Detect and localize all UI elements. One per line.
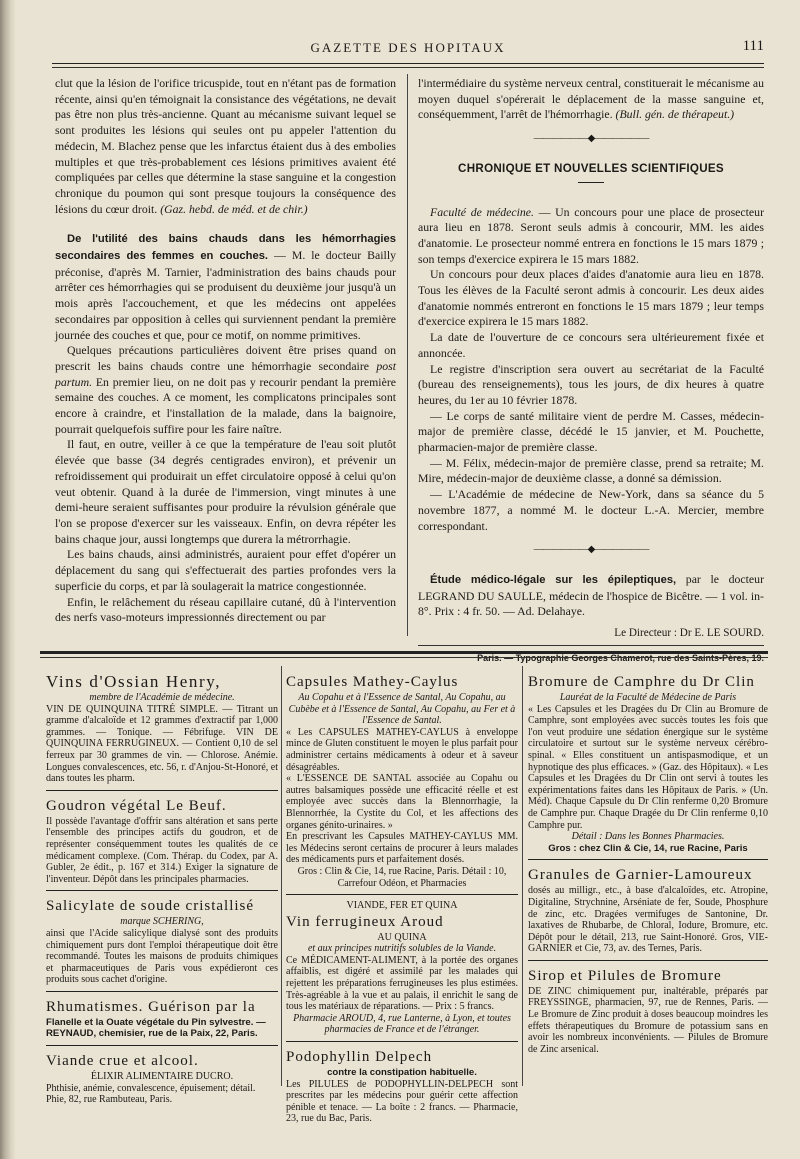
- bath-paragraph: Enfin, le relâchement du réseau capillaire cutané, dû à l'intervention des nerfs vaso-moteurs impressionnés directement ou par: [55, 594, 396, 625]
- ad-separator: [46, 790, 278, 791]
- ad-goudron: Goudron végétal Le Beuf. Il possède l'avantage d'offrir sans altération et sans perte l'ensemble des principes actifs du goudron, et de représenter conséquemment toutes les qualités de ce médicament complexe. (Com. Thérap. du Codex, par A. Gubler, 2e édit., p. 167 et 314.) Exiger la signature de l'inventeur. Dépôt dans les principales pharmacies.: [46, 797, 278, 885]
- news-paragraph: Un concours pour deux places d'aides d'anatomie aura lieu en 1878. Tous les élèves de la Faculté seront admis à concourir. Les deux aides d'anatomie nommés entreront en fonctions le 15 mars 1879 ; leur temps d'exercice expirera le 15 mars 1882.: [418, 267, 764, 329]
- ad-separator: [286, 1041, 518, 1042]
- news-paragraph: Faculté de médecine. — Un concours pour une place de prosecteur aura lieu en 1878. Seront seuls admis à concourir, MM. les aides d'anatomie. Le prosecteur nommé entrera en fonctions le 15 mars 1879 ; son temps d'exercice expirera le 15 mars 1882.: [418, 204, 764, 266]
- column-divider: [407, 74, 408, 636]
- bath-paragraph: Il faut, en outre, veiller à ce que la température de l'eau soit plutôt élevée que basse (34 degrés centigrades environ), et prévenir un refroidissement qui produirait un effet circulatoire opposé à celui qu'on veut obtenir. Quand à la durée de l'immersion, vingt minutes à une demi-heure seraient suffisantes pour produire la révulsion générale que l'on se propose d'exercer sur les vaisseaux. Enfin, on devra répéter les bains chaque jour, aussi longtemps que durera la métrorrhagie.: [55, 437, 396, 546]
- ad-viande-crue: Viande crue et alcool. ÉLIXIR ALIMENTAIRE DUCRO. Phthisie, anémie, convalescence, épuisement; détail. Phie, 82, rue Rambuteau, Paris.: [46, 1051, 278, 1106]
- left-column: [55, 76, 396, 626]
- section-title: CHRONIQUE ET NOUVELLES SCIENTIFIQUES: [458, 161, 724, 175]
- ads-divider: [522, 666, 523, 1086]
- ads-top-rule: [40, 651, 768, 654]
- ornament-divider: ——————◆——————: [533, 544, 649, 556]
- bath-paragraph: Quelques précautions particulières doivent être prises quand on prescrit les bains chauds contre une hémorrhagie secondaire post partum. En premier lieu, on ne doit pas y recourir pendant la première semaine des couches. A ce moment, les complicatons principales sont encore à craindre, et l'installation de la malade, dans la baignoire, pourrait quelquefois suffire pour les faire naître.: [55, 343, 396, 436]
- short-rule: [578, 182, 604, 183]
- ad-title: Goudron végétal Le Beuf.: [46, 797, 227, 814]
- running-title: GAZETTE DES HOPITAUX: [310, 40, 506, 55]
- ad-capsules-mathey: Capsules Mathey-Caylus Au Copahu et à l'Essence de Santal, Au Copahu, au Cubèbe et à l'Essence de Santal, Au Copahu, au Fer et à l'Essence de Santal. « Les CAPSULES MATHEY-CAYLUS à enveloppe mince de Gluten constituent le moyen le plus parfait pour administrer certains médicaments à odeur et à saveur désagréables. « L'ESSENCE DE SANTAL associée au Copahu ou autres balsamiques possède une efficacité réelle et est employée avec succès dans la Blennorrhagie, la Blennorrhée, la Cystite du Col, et les affections des organes génito-urinaires. » En prescrivant les Capsules MATHEY-CAYLUS MM. les Médecins seront certains de procurer à leurs malades des médicaments purs et parfaitement dosés. Gros : Clin & Cie, 14, rue Racine, Paris. Détail : 10, Carrefour Odéon, et Pharmacies: [286, 674, 518, 889]
- page-number: 111: [742, 38, 764, 54]
- page-header: [52, 38, 764, 60]
- news-paragraph: — L'Académie de médecine de New-York, dans sa séance du 5 novembre 1877, a nommé M. le docteur L.-A. Mercier, membre correspondant.: [418, 487, 764, 533]
- ad-salicylate: Salicylate de soude cristallisé marque SCHERING, ainsi que l'Acide salicylique dialysé sont des produits chimiquement purs dont l'emploi thérapeutique doit être recommandé. Toutes les maisons de produits chimiques et pharmaceutiques de Paris vous expédieront ces produits sous cachet d'origine.: [46, 898, 278, 986]
- director-signature: Le Directeur : Dr E. LE SOURD.: [614, 627, 764, 640]
- signature-rule: [418, 645, 764, 646]
- right-column: [418, 76, 764, 667]
- article-continuation: clut que la lésion de l'orifice tricuspide, tout en n'étant pas de formation récente, ainsi qu'en témoignait la consistance des végétations, ne devait pas être non plus très-ancienne. Quant au mécanisme suivant lequel se sont produites les lésions qui seules ont pu appeler l'attention du médecin, M. Blachez pense que les infarctus étaient dus à des embolies multiples et que très-probablement ces lésions primitives avaient été compliquées par celles que détermine la stase sanguine et la congestion chronique du poumon qui sont presque toujours la conséquence des lésions du cœur droit. (Gaz. hebd. de méd. et de chir.): [55, 76, 396, 216]
- page-binding-edge: [0, 0, 16, 1159]
- ad-title: Vins d'Ossian Henry,: [46, 672, 222, 691]
- bath-article-title: De l'utilité des bains chauds dans les hémorrhagies secondaires des femmes en couches.: [55, 233, 396, 263]
- ad-rhumatismes: Rhumatismes. Guérison par la Flanelle et la Ouate végétale du Pin sylvestre. — REYNAUD, chemisier, rue de la Paix, 22, Paris.: [46, 997, 278, 1040]
- ads-column-3: [528, 672, 768, 1055]
- ad-separator: [528, 960, 768, 961]
- ad-title: Salicylate de soude cristallisé: [46, 898, 255, 915]
- ad-title: Vin ferrugineux Aroud: [286, 913, 444, 930]
- ad-sirop-bromure: Sirop et Pilules de Bromure DE ZINC chimiquement pur, inaltérable, préparés par FREYSSINGE, pharmacien, 97, rue de Rennes, Paris. — Le Bromure de Zinc produit à doses beaucoup moindres les effets thérapeutiques du Bromure de potassium sans en avoir les nombreux inconvénients. — Pilules de Bromure de Zinc arsenical.: [528, 967, 768, 1055]
- bath-paragraph: Les bains chauds, ainsi administrés, auraient pour effet d'opérer un déplacement du sang qui s'effectuerait des parties profondes vers la superficie du corps, et par là soulagerait la matrice congestionnée.: [55, 547, 396, 593]
- article-continuation: l'intermédiaire du système nerveux central, constituerait le mécanisme au moyen duquel s'opérerait le déplacement de la masse sanguine et, conséquemment, l'arrêt de l'hémorrhagie. (Bull. gén. de thérapeut.): [418, 76, 764, 122]
- header-rule: [52, 63, 764, 64]
- ad-granules: Granules de Garnier-Lamoureux dosés au milligr., etc., à base d'alcaloïdes, etc. Atropine, Digitaline, Strychnine, Arséniate de fer, Soude, Phosphure de zinc, etc. Dragées vermifuges de Santonine, Dr. laxatives de Rhubarbe, de Chloral, Iodure, Bromure, etc. Dépôt pour le détail, 213, rue Saint-Honoré. Gros, VIE-GARNIER et Cie, 73, av. des Ternes, Paris.: [528, 867, 768, 955]
- book-notice: Étude médico-légale sur les épileptiques, par le docteur LEGRAND DU SAULLE, médecin de l'hospice de Bicêtre. — 1 vol. in-8°. Prix : 4 fr. 50. — Ad. Delahaye.: [418, 571, 764, 619]
- ad-ossian-henry: Vins d'Ossian Henry, membre de l'Académie de médecine. VIN DE QUINQUINA TITRÉ SIMPLE. — Titrant un gramme d'alcaloïde et 12 grammes d'extractif par 1,000 grammes. — Tonique. — Fébrifuge. VIN DE QUINQUINA FERRUGINEUX. — Contient 0,10 de sel ferreux par 30 grammes de vin. — Chlorose. Anémie. Longues convalescences, etc. 56, r. d'Anjou-St-Honoré, et dans toutes les pharm.: [46, 672, 279, 785]
- news-paragraph: La date de l'ouverture de ce concours sera ultérieurement fixée et annoncée.: [418, 330, 764, 360]
- news-paragraph: — M. Félix, médecin-major de première classe, prend sa retraite; M. Mire, médecin-major de deuxième classe, a donné sa démission.: [418, 455, 764, 486]
- header-rule-thin: [52, 67, 764, 68]
- ad-title: Viande crue et alcool.: [46, 1053, 199, 1070]
- ads-column-2: [286, 672, 518, 1125]
- ad-vin-aroud: VIANDE, FER ET QUINA Vin ferrugineux Aroud AU QUINA et aux principes nutritifs solubles de la Viande. Ce MÉDICAMENT-ALIMENT, à la portée des organes affaiblis, est digéré et assimilé par les malades qui rejettent les préparations ferrugineuses les plus estimées. Très-agréable à la vue et au palais, il enrichit le sang de tous les matériaux de réparations. — Prix : 5 francs. Pharmacie AROUD, 4, rue Lanterne, à Lyon, et toutes pharmacies de France et de l'étranger.: [286, 900, 518, 1036]
- ad-separator: [286, 894, 518, 895]
- ad-bromure-camphre: Bromure de Camphre du Dr Clin Lauréat de la Faculté de Médecine de Paris « Les Capsules et les Dragées du Dr Clin au Bromure de Camphre, sont employées avec succès toutes les fois que l'on veut produire une sédation énergique sur le système circulatoire et surtout sur le système nerveux cérébro-spinal. « Elles constituent un antispasmodique, et un hypnotique des plus efficaces. » (Gaz. des Hôpitaux). « Les Capsules et les Dragées du Dr Clin ont servi à toutes les expérimentations faites dans les Hôpitaux de Paris. » (Un. Méd). Chaque Capsule du Dr Clin renferme 0,20 Bromure de Camphre pur. Chaque Dragée du Dr Clin renferme 0,10 Camphre pur. Détail : Dans les Bonnes Pharmacies. Gros : chez Clin & Cie, 14, rue Racine, Paris: [528, 674, 768, 854]
- ad-title: Granules de Garnier-Lamoureux: [528, 867, 753, 884]
- ads-top-rule-thin: [40, 657, 768, 658]
- ad-separator: [528, 859, 768, 860]
- ad-podophyllin: Podophyllin Delpech contre la constipation habituelle. Les PILULES de PODOPHYLLIN-DELPECH sont prescrites par les médecins pour guérir cette affection pénible et tenace. — La boîte : 2 francs. — Pharmacie, 23, rue du Bac, Paris.: [286, 1049, 518, 1125]
- ad-separator: [46, 1045, 278, 1046]
- ad-title: Sirop et Pilules de Bromure: [528, 967, 722, 984]
- news-paragraph: — Le corps de santé militaire vient de perdre M. Casses, médecin-major de première classe, décédé le 15 janvier, et M. Pouchette, pharmacien-major de première classe.: [418, 408, 764, 455]
- bath-article: De l'utilité des bains chauds dans les hémorrhagies secondaires des femmes en couches. — M. le docteur Bailly préconise, d'après M. Tarnier, l'administration des bains chauds pour arrêter ces hémorrhagies qui se produisent du deuxième jour jusqu'à un mois après l'accouchement, et que les médecins ont appelées secondaires par opposition à celles qui surviennent pendant la première journée des couches et que, pour ce motif, on nomme primitives.: [55, 233, 396, 342]
- ad-title: Rhumatismes. Guérison par la: [46, 998, 256, 1015]
- ad-title: Bromure de Camphre du Dr Clin: [528, 674, 755, 690]
- news-paragraph: Le registre d'inscription sera ouvert au secrétariat de la Faculté (bureau des renseignements), tous les jours, de dix heures à quatre heures, du 1er au 10 février 1878.: [418, 361, 764, 407]
- ornament-divider: ——————◆——————: [533, 133, 649, 145]
- ad-title: Podophyllin Delpech: [286, 1049, 433, 1066]
- ad-separator: [46, 890, 278, 891]
- ad-separator: [46, 991, 278, 992]
- ads-divider: [281, 666, 282, 1086]
- printer-imprint: Paris. — Typographie Georges Chamerot, rue des Saints-Pères, 19.: [477, 652, 764, 663]
- ad-title: Capsules Mathey-Caylus: [286, 674, 459, 690]
- ads-column-1: [46, 672, 278, 1106]
